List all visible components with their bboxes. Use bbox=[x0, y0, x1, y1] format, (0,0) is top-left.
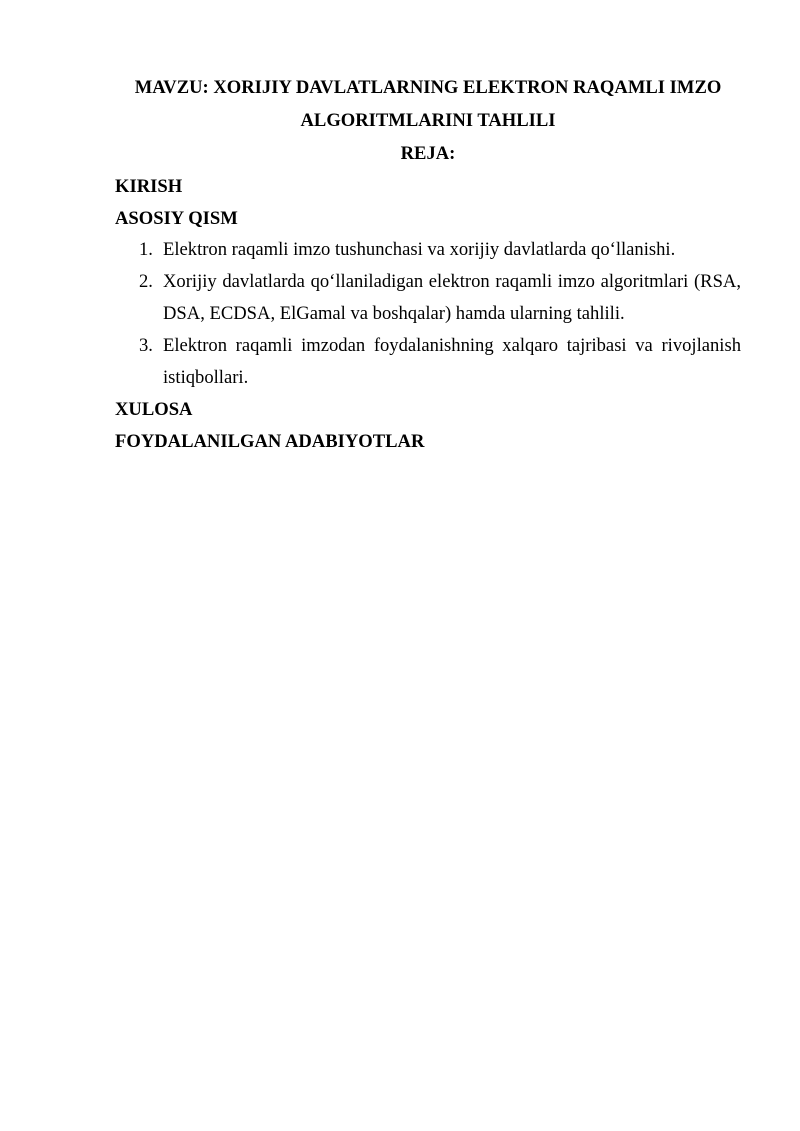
list-item-text: Xorijiy davlatlarda qo‘llaniladigan elektron raqamli imzo algoritmlari (RSA, bbox=[163, 271, 741, 292]
section-conclusion: XULOSA bbox=[115, 399, 193, 420]
section-main: ASOSIY QISM bbox=[115, 208, 238, 229]
title-line-2: ALGORITMLARINI TAHLILI bbox=[300, 110, 556, 131]
plan-heading: REJA: bbox=[400, 143, 456, 164]
title-line-1: MAVZU: XORIJIY DAVLATLARNING ELEKTRON RAQAMLI IMZO bbox=[134, 77, 722, 98]
list-item-text-continued: DSA, ECDSA, ElGamal va boshqalar) hamda ularning tahlili. bbox=[163, 303, 625, 324]
list-item-number: 1. bbox=[139, 239, 153, 260]
section-intro: KIRISH bbox=[115, 176, 183, 197]
list-item-text: Elektron raqamli imzo tushunchasi va xorijiy davlatlarda qo‘llanishi. bbox=[163, 239, 676, 260]
list-item-number: 3. bbox=[139, 335, 153, 356]
list-item-number: 2. bbox=[139, 271, 153, 292]
list-item-text-continued: istiqbollari. bbox=[163, 367, 249, 388]
list-item-text: Elektron raqamli imzodan foydalanishning xalqaro tajribasi va rivojlanish bbox=[163, 335, 741, 356]
section-references: FOYDALANILGAN ADABIYOTLAR bbox=[115, 431, 425, 452]
